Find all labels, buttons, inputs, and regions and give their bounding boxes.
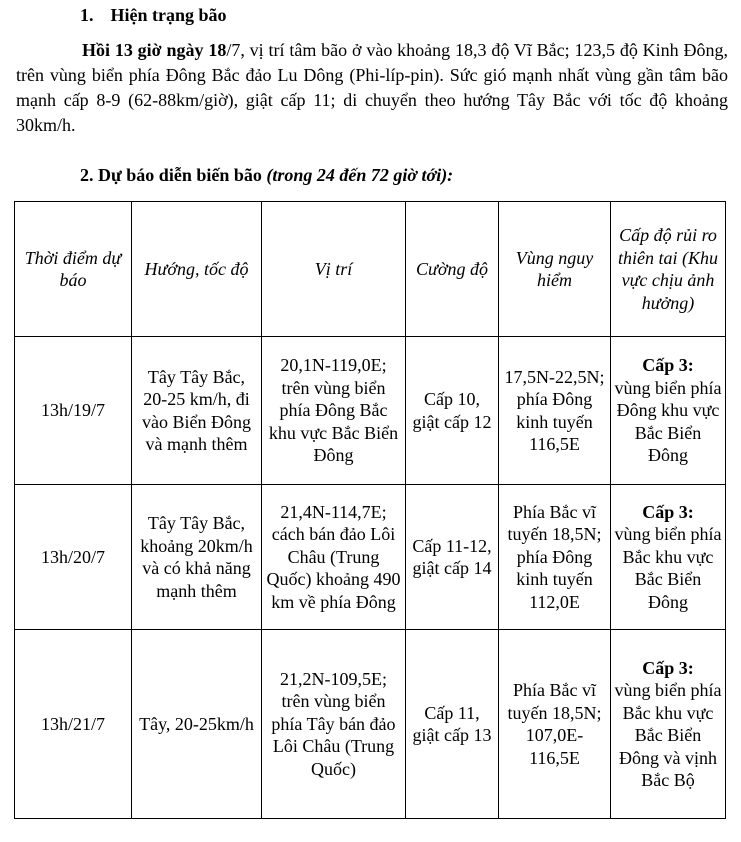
status-time-bold: Hồi 13 giờ ngày 18 — [82, 40, 227, 60]
section-2-heading — [80, 164, 453, 187]
current-status-paragraph — [16, 38, 728, 138]
header-risk-level: Cấp độ rủi ro thiên tai (Khu vực chịu ảnh hưởng) — [611, 202, 726, 337]
risk-area-text: vùng biển phía Đông khu vực Bắc Biển Đông — [614, 377, 722, 466]
cell-risk — [611, 630, 726, 819]
table-row — [15, 337, 726, 485]
section-1-number: 1. — [80, 5, 94, 25]
header-position: Vị trí — [262, 202, 406, 337]
header-danger-zone: Vùng nguy hiểm — [499, 202, 611, 337]
risk-level-label: Cấp 3: — [642, 355, 694, 376]
table-row — [15, 630, 726, 819]
table-header-row — [15, 202, 726, 337]
cell-time: 13h/20/7 — [15, 485, 132, 630]
risk-level-label: Cấp 3: — [642, 501, 694, 522]
section-2-subtitle: (trong 24 đến 72 giờ tới): — [266, 165, 454, 185]
cell-intensity: Cấp 11-12, giật cấp 14 — [406, 485, 499, 630]
section-1-heading — [80, 4, 227, 27]
cell-intensity: Cấp 10, giật cấp 12 — [406, 337, 499, 485]
cell-direction: Tây Tây Bắc, 20-25 km/h, đi vào Biển Đông và mạnh thêm — [132, 337, 262, 485]
cell-position: 21,2N-109,5E; trên vùng biển phía Tây bán đảo Lôi Châu (Trung Quốc) — [262, 630, 406, 819]
risk-area-text: vùng biển phía Bắc khu vực Bắc Biển Đông và vịnh Bắc Bộ — [614, 680, 722, 790]
header-direction: Hướng, tốc độ — [132, 202, 262, 337]
cell-time: 13h/19/7 — [15, 337, 132, 485]
cell-direction: Tây, 20-25km/h — [132, 630, 262, 819]
cell-intensity: Cấp 11, giật cấp 13 — [406, 630, 499, 819]
cell-risk — [611, 485, 726, 630]
cell-position: 20,1N-119,0E; trên vùng biển phía Đông Bắc khu vực Bắc Biển Đông — [262, 337, 406, 485]
cell-time: 13h/21/7 — [15, 630, 132, 819]
table-row — [15, 485, 726, 630]
section-2-title: 2. Dự báo diễn biến bão — [80, 165, 267, 185]
section-1-title: Hiện trạng bão — [110, 5, 227, 25]
cell-risk — [611, 337, 726, 485]
cell-danger-zone: 17,5N-22,5N; phía Đông kinh tuyến 116,5E — [499, 337, 611, 485]
cell-direction: Tây Tây Bắc, khoảng 20km/h và có khả năng mạnh thêm — [132, 485, 262, 630]
cell-position: 21,4N-114,7E; cách bán đảo Lôi Châu (Trung Quốc) khoảng 490 km về phía Đông — [262, 485, 406, 630]
header-intensity: Cường độ — [406, 202, 499, 337]
cell-danger-zone: Phía Bắc vĩ tuyến 18,5N; phía Đông kinh tuyến 112,0E — [499, 485, 611, 630]
header-time: Thời điểm dự báo — [15, 202, 132, 337]
risk-area-text: vùng biển phía Bắc khu vực Bắc Biển Đông — [614, 524, 722, 612]
risk-level-label: Cấp 3: — [642, 657, 694, 678]
status-text: /7, vị trí tâm bão ở vào khoảng 18,3 độ Vĩ Bắc; 123,5 độ Kinh Đông, trên vùng biển phía Đông Bắc đảo Lu Dông (Phi-líp-pin). Sức gió mạnh nhất vùng gần tâm bão mạnh cấp 8-9 (62-88km/giờ), giật cấp 11; di chuyển theo hướng Tây Bắc với tốc độ khoảng 30km/h. — [16, 40, 728, 135]
cell-danger-zone: Phía Bắc vĩ tuyến 18,5N; 107,0E-116,5E — [499, 630, 611, 819]
forecast-table — [14, 201, 726, 819]
